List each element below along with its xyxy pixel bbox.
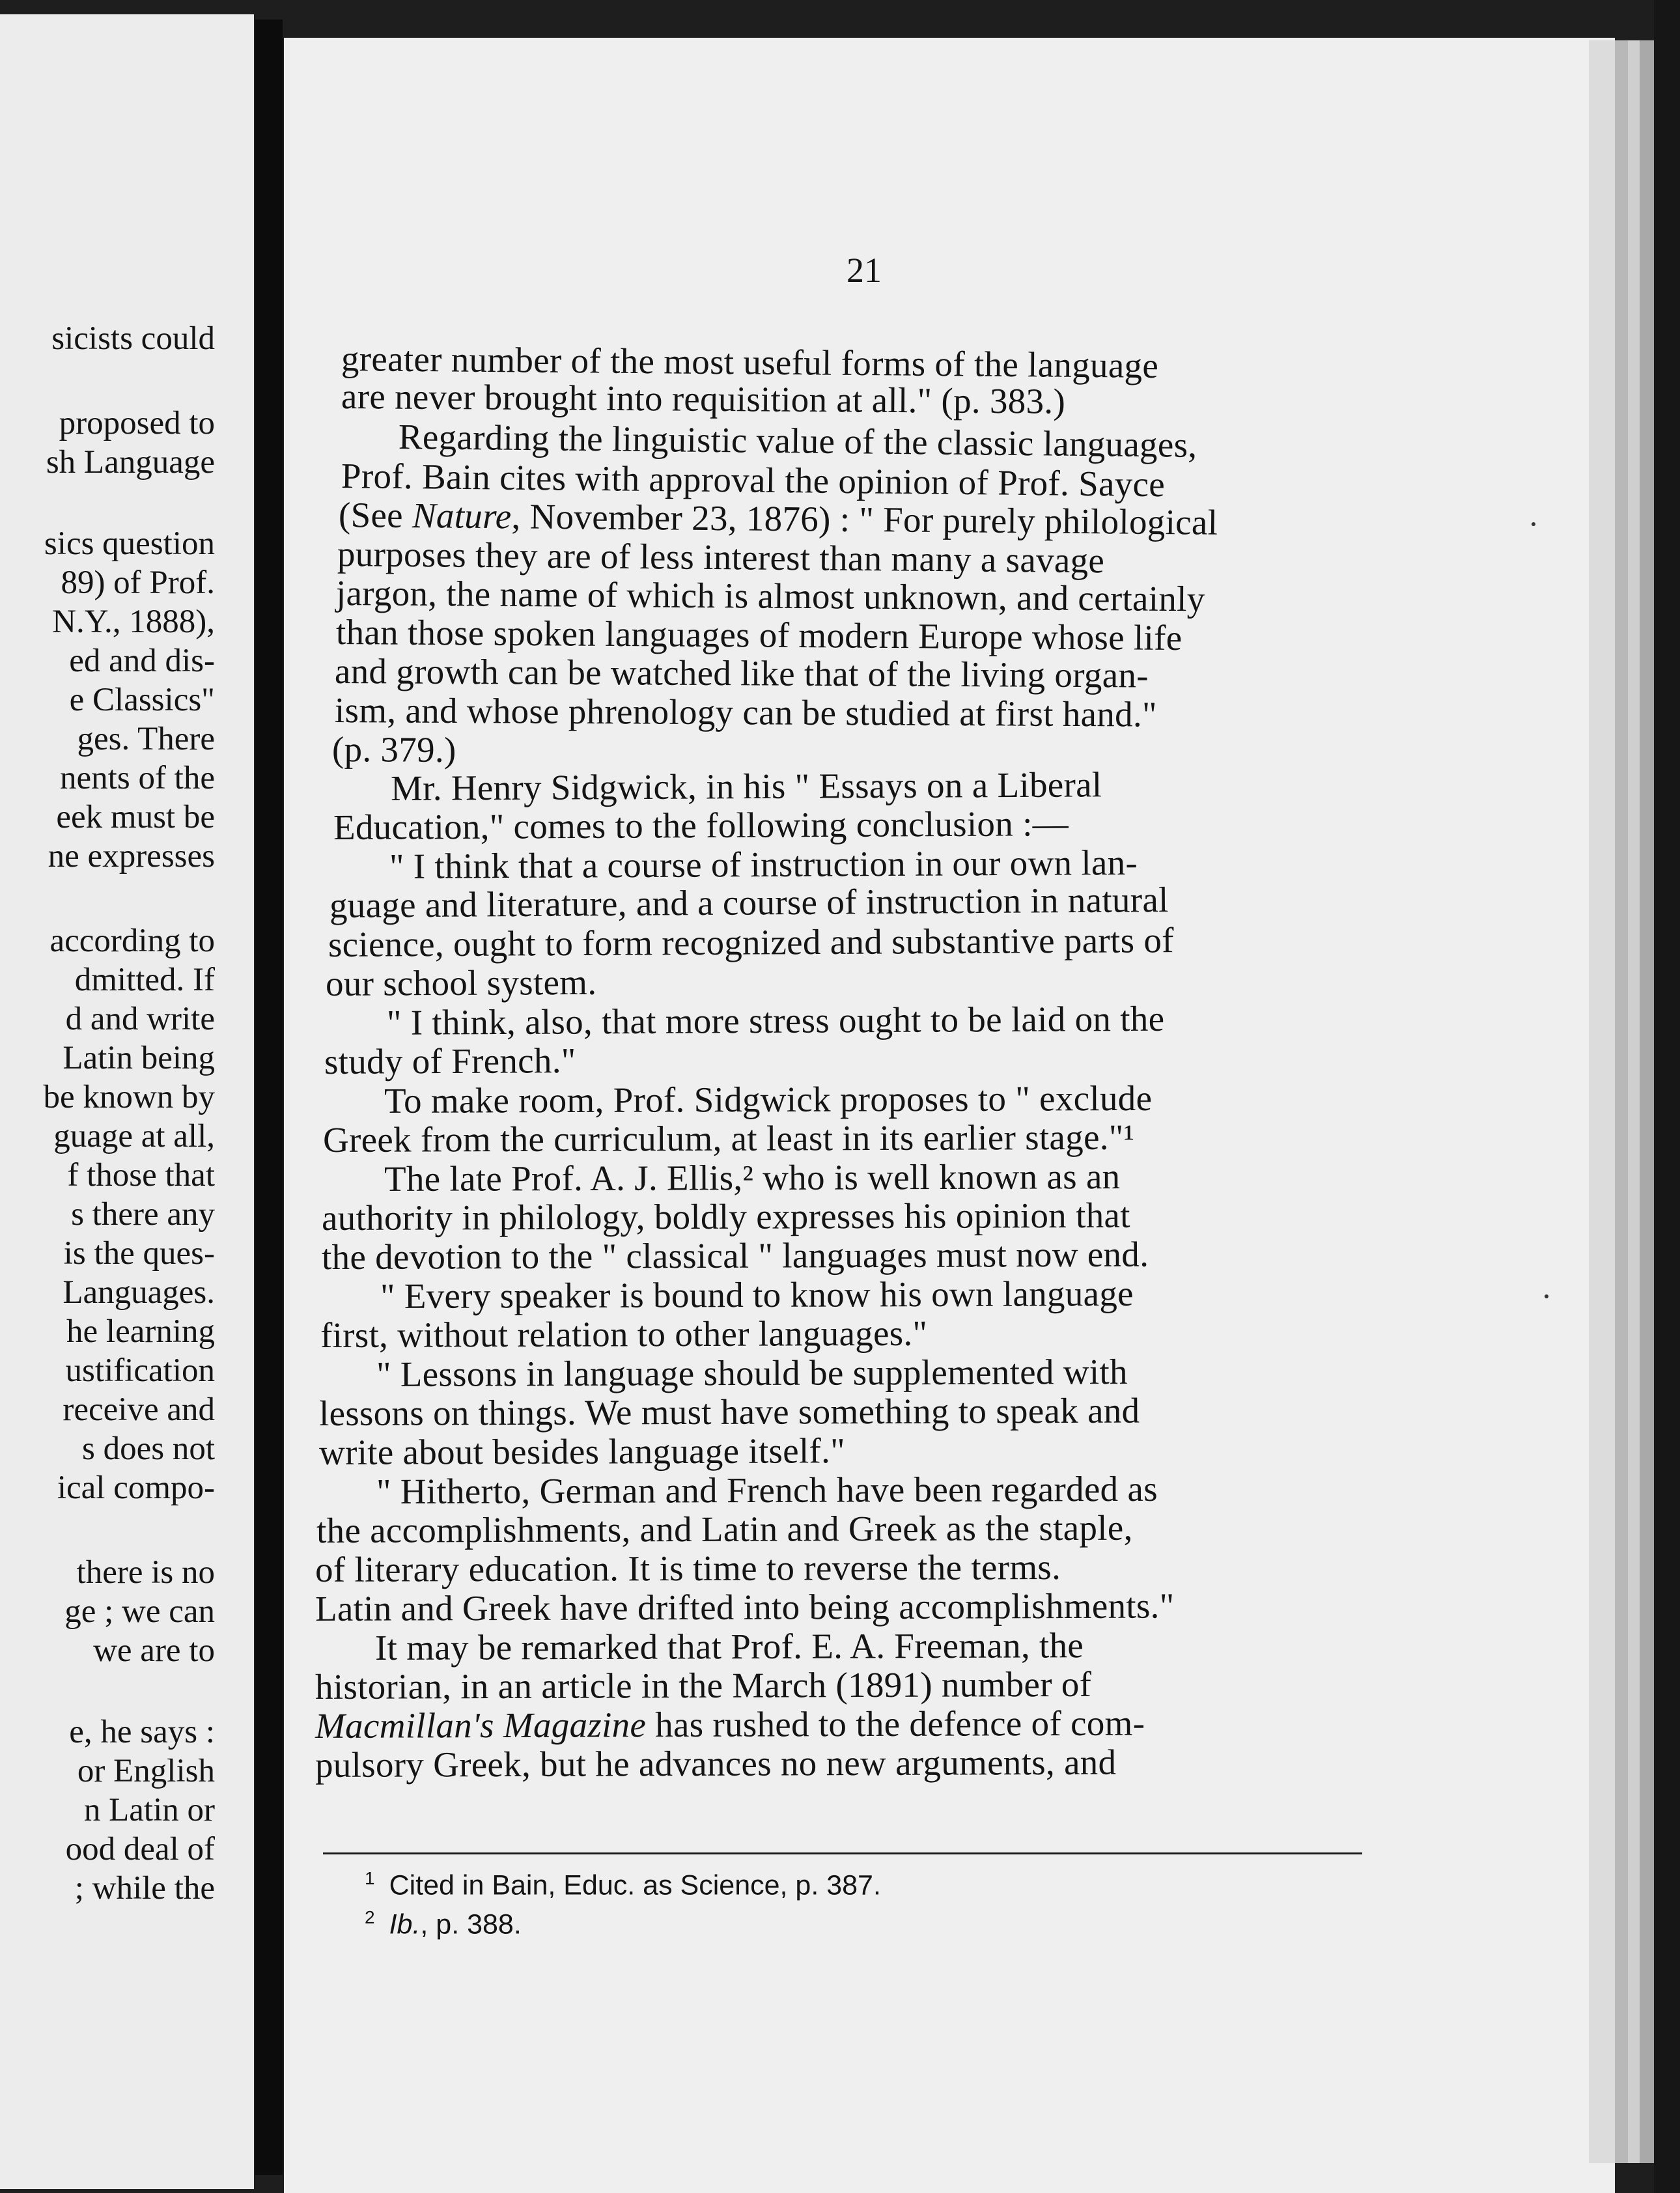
body-line: of literary education. It is time to reverse the terms. <box>315 1547 1061 1589</box>
body-line: authority in philology, boldly expresses his opinion that <box>321 1195 1130 1238</box>
page-edges <box>1628 40 1640 2163</box>
left-page-line: ge ; we can <box>64 1593 215 1630</box>
body-line: our school system. <box>325 962 597 1003</box>
left-page-line: sicists could <box>51 320 215 357</box>
body-line: lessons on things. We must have something to speak and <box>318 1390 1140 1433</box>
body-line: It may be remarked that Prof. E. A. Freeman, the <box>374 1625 1084 1668</box>
left-page-line: ustification <box>65 1352 215 1389</box>
left-page-line: is the ques- <box>63 1235 215 1272</box>
left-page-line: according to <box>49 923 215 959</box>
footnote <box>365 1862 881 1901</box>
body-line: Latin and Greek have drifted into being accomplishments." <box>315 1585 1175 1628</box>
footnote-mark: 1 <box>365 1868 375 1888</box>
body-line: " Lessons in language should be supplemented with <box>376 1351 1128 1394</box>
left-page-line: s there any <box>71 1196 215 1233</box>
body-line: science, ought to form recognized and substantive parts of <box>328 920 1174 964</box>
page-edges <box>1640 40 1654 2163</box>
body-line: The late Prof. A. J. Ellis,² who is well known as an <box>384 1156 1121 1199</box>
body-line: are never brought into requisition at all." (p. 383.) <box>341 376 1066 421</box>
left-page-line: Languages. <box>63 1274 215 1311</box>
body-line: write about besides language itself." <box>318 1431 846 1472</box>
page-edges <box>1615 40 1628 2163</box>
footnote-text: Ib., p. 388. <box>389 1908 522 1940</box>
body-line: than those spoken languages of modern Europe whose life <box>335 612 1183 658</box>
left-page-line: he learning <box>66 1313 215 1350</box>
left-page-line: sh Language <box>46 444 215 481</box>
left-page-line: e, he says : <box>69 1714 215 1750</box>
left-page-line: dmitted. If <box>74 962 215 998</box>
body-line: historian, in an article in the March (1891) number of <box>315 1664 1092 1707</box>
body-line: the accomplishments, and Latin and Greek as the staple, <box>316 1507 1133 1550</box>
body-line: study of French." <box>324 1040 576 1082</box>
body-line: Macmillan's Magazine has rushed to the defence of com- <box>315 1703 1145 1746</box>
left-page-line: ges. There <box>77 721 215 757</box>
left-page-line: 89) of Prof. <box>61 565 215 601</box>
footnote-text: Cited in Bain, Educ. as Science, p. 387. <box>389 1869 881 1901</box>
body-line: ism, and whose phrenology can be studied at first hand." <box>334 690 1157 734</box>
paper-speck <box>1545 1294 1548 1298</box>
body-line: guage and literature, and a course of instruction in natural <box>329 880 1169 925</box>
left-page-line: nents of the <box>60 760 215 796</box>
left-page-line: sics question <box>44 525 215 562</box>
body-line: Mr. Henry Sidgwick, in his " Essays on a Liberal <box>390 764 1102 808</box>
left-page-line: s does not <box>82 1431 215 1467</box>
body-line: " I think, also, that more stress ought to be laid on the <box>386 998 1165 1042</box>
body-line: jargon, the name of which is almost unknown, and certainly <box>335 573 1205 619</box>
left-page-line: e Classics" <box>69 682 215 718</box>
left-page-line: ood deal of <box>65 1831 215 1867</box>
body-line: first, without relation to other languages." <box>320 1313 928 1355</box>
left-page-line: eek must be <box>56 799 215 835</box>
body-line: " Every speaker is bound to know his own language <box>380 1273 1134 1316</box>
body-line: and growth can be watched like that of the living organ- <box>334 651 1149 695</box>
footnote-rule <box>323 1852 1362 1854</box>
body-line: To make room, Prof. Sidgwick proposes to " exclude <box>384 1078 1153 1121</box>
left-page <box>0 14 254 2189</box>
body-line: (p. 379.) <box>331 729 456 770</box>
left-page-line: ical compo- <box>57 1470 215 1506</box>
left-page-line: we are to <box>93 1632 215 1669</box>
body-line: Greek from the curriculum, at least in its earlier stage."¹ <box>322 1117 1135 1160</box>
left-page-line: be known by <box>43 1079 215 1115</box>
body-line: the devotion to the " classical " languages must now end. <box>321 1234 1149 1277</box>
left-page-line: there is no <box>76 1554 215 1591</box>
left-page-line: n Latin or <box>83 1792 215 1828</box>
left-page-line: ; while the <box>74 1870 215 1907</box>
background-edge <box>1654 0 1680 2193</box>
body-line: Regarding the linguistic value of the classic languages, <box>398 417 1197 465</box>
body-line: pulsory Greek, but he advances no new arguments, and <box>315 1742 1117 1785</box>
body-line: Education," comes to the following conclusion :— <box>333 803 1069 847</box>
body-line: " I think that a course of instruction in our own lan- <box>389 842 1138 886</box>
body-line: greater number of the most useful forms of the language <box>341 339 1159 385</box>
left-page-line: Latin being <box>63 1040 215 1076</box>
left-page-line: ed and dis- <box>69 643 215 679</box>
left-page-line: N.Y., 1888), <box>52 604 215 640</box>
body-line: purposes they are of less interest than many a savage <box>337 534 1105 581</box>
left-page-line: guage at all, <box>53 1118 215 1154</box>
book-gutter <box>255 20 283 2175</box>
footnote-mark: 2 <box>365 1907 375 1927</box>
paper-speck <box>1532 522 1535 526</box>
left-page-line: ne expresses <box>48 838 215 874</box>
left-page-line: proposed to <box>59 405 215 441</box>
left-page-line: or English <box>77 1753 215 1789</box>
body-line: " Hitherto, German and French have been regarded as <box>376 1468 1158 1511</box>
left-page-line: receive and <box>63 1391 215 1428</box>
left-page-line: f those that <box>67 1157 215 1194</box>
page-number: 21 <box>847 251 882 290</box>
left-page-line: d and write <box>65 1001 215 1037</box>
page-edges <box>1589 40 1615 2163</box>
footnote <box>365 1901 522 1940</box>
body-line: (See Nature, November 23, 1876) : " For purely philological <box>338 495 1218 542</box>
body-line: Prof. Bain cites with approval the opinion of Prof. Sayce <box>341 456 1166 505</box>
